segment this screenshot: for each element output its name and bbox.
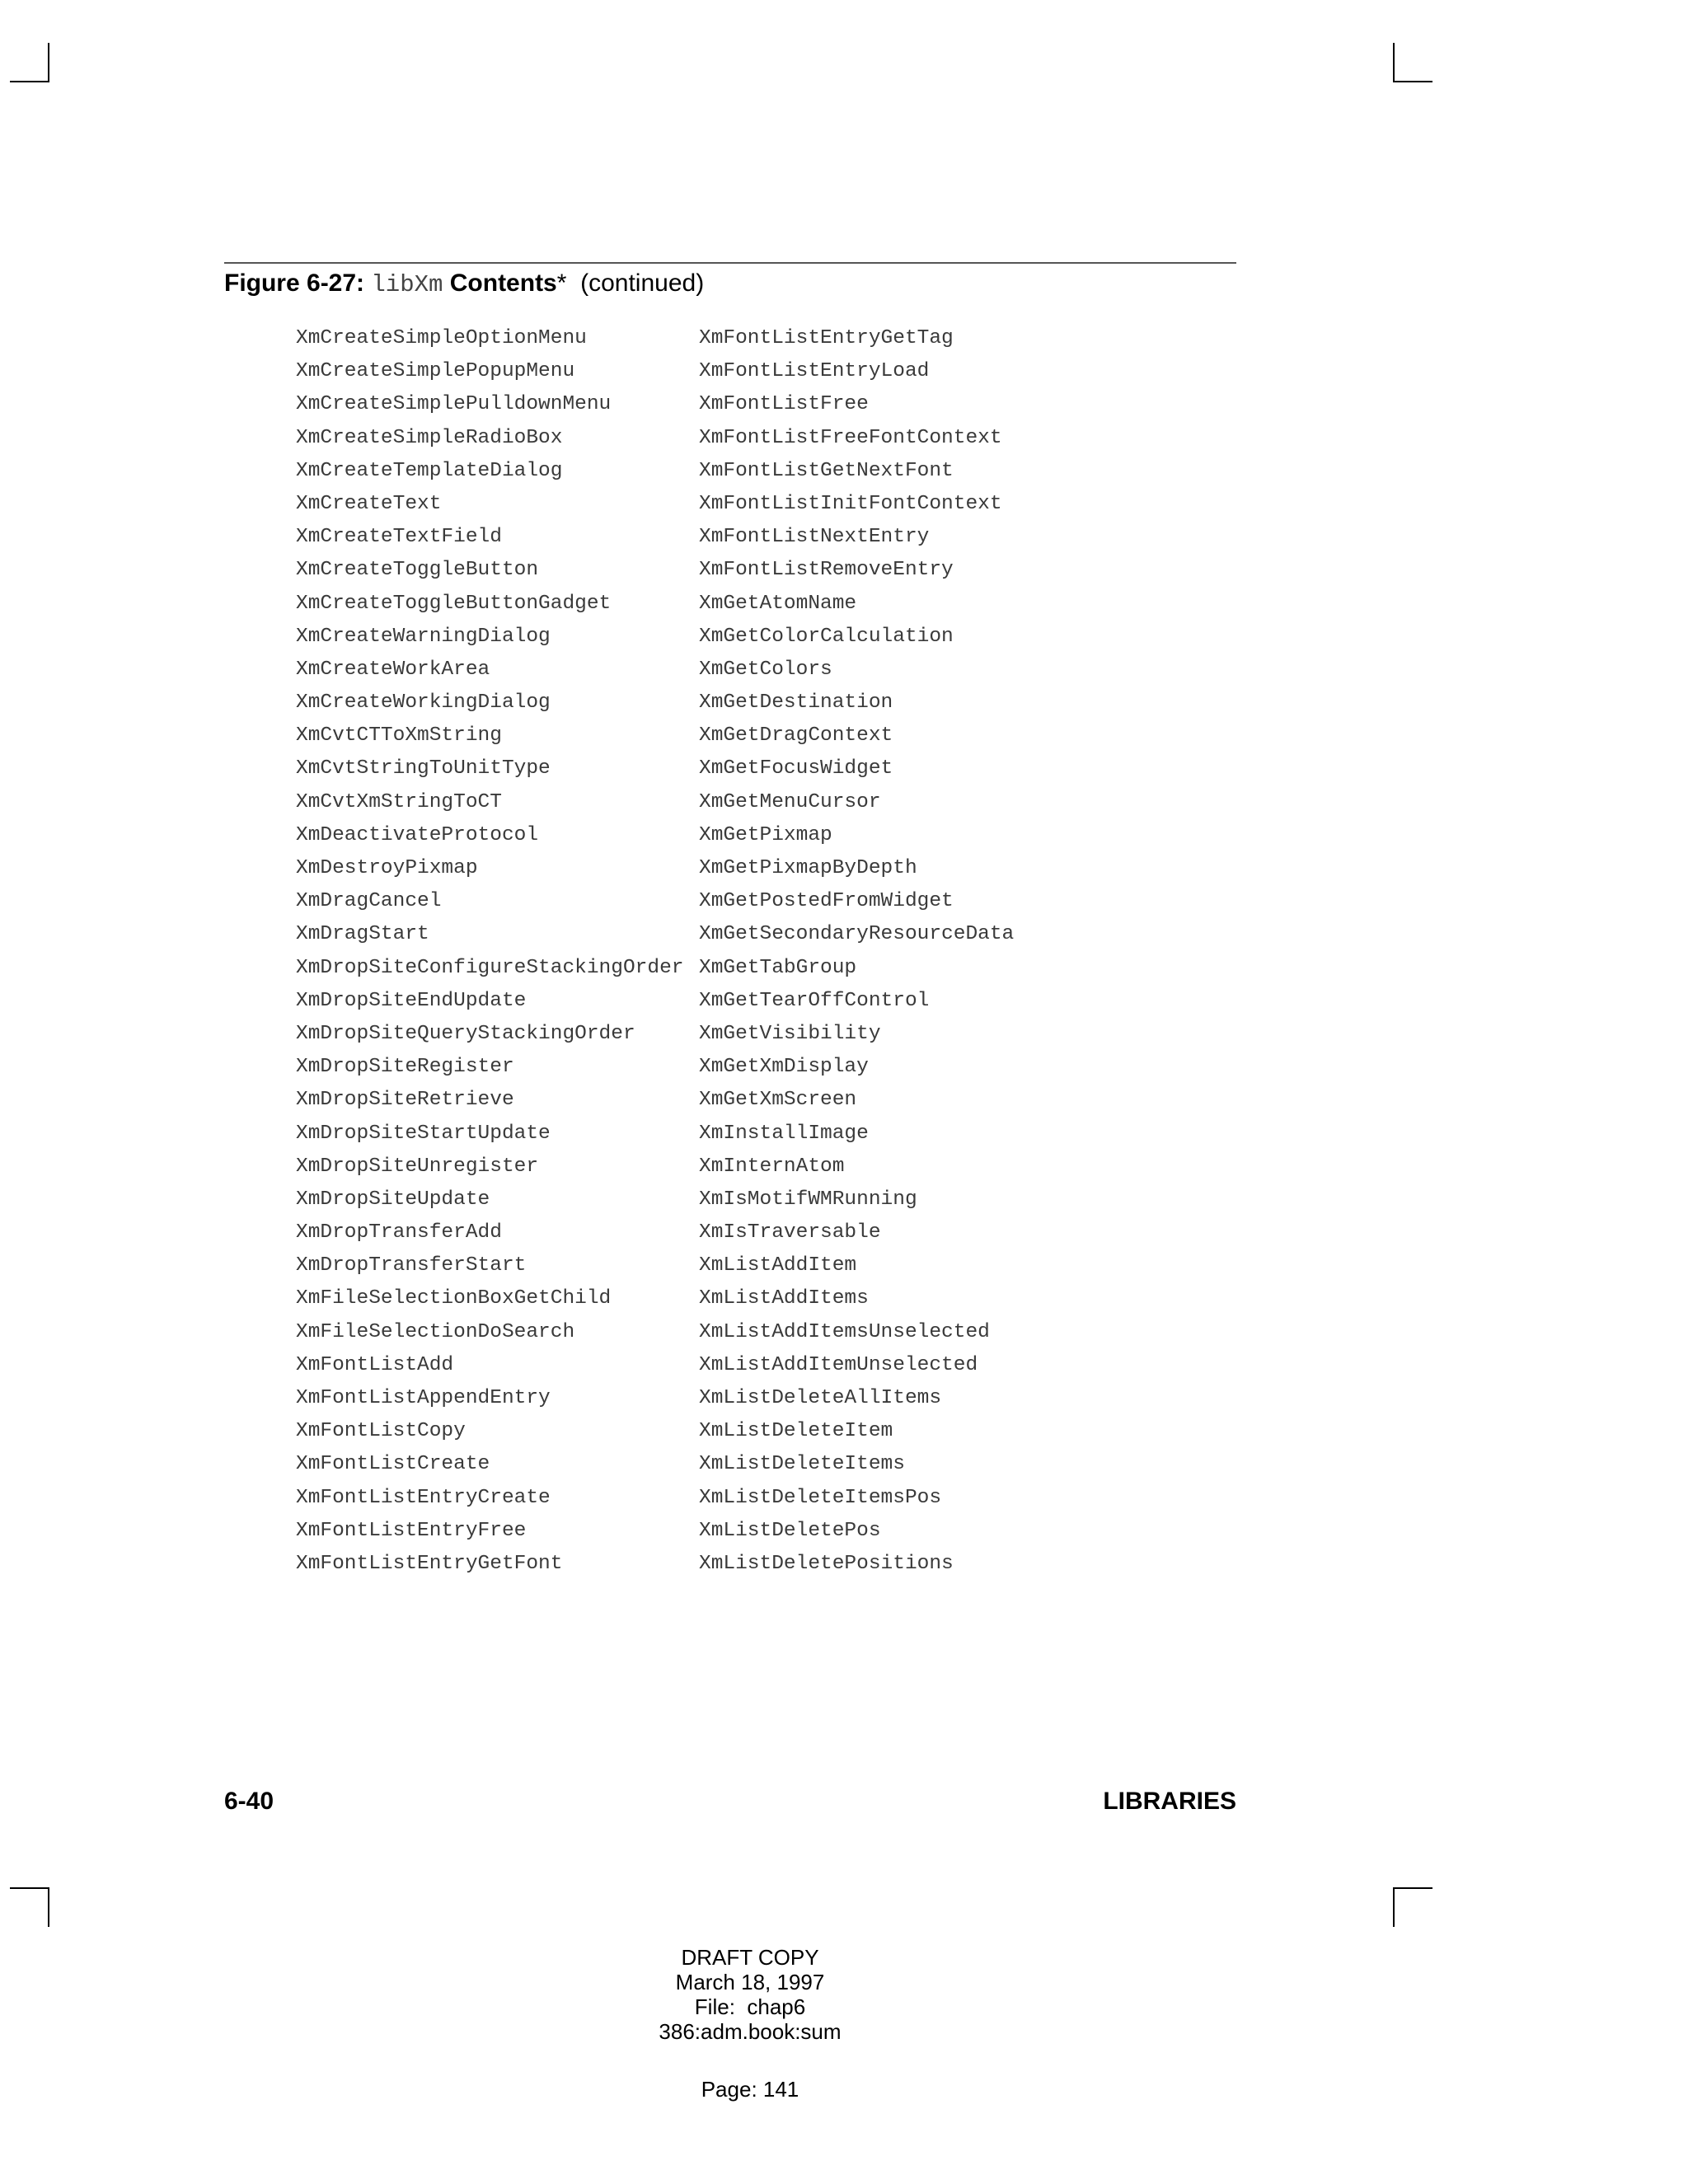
function-name: XmFontListEntryFree xyxy=(296,1519,527,1542)
function-name: XmIsMotifWMRunning xyxy=(699,1188,917,1211)
function-name: XmFontListAppendEntry xyxy=(296,1387,551,1409)
function-name: XmFontListEntryGetTag xyxy=(699,327,954,349)
function-name: XmGetVisibility xyxy=(699,1022,881,1045)
function-name: XmListDeleteAllItems xyxy=(699,1387,942,1409)
function-name: XmListDeleteItemsPos xyxy=(699,1486,942,1509)
crop-mark-bottom-left-horizontal xyxy=(10,1887,49,1889)
section-title: LIBRARIES xyxy=(1103,1788,1236,1815)
function-name: XmGetColors xyxy=(699,658,832,681)
function-name: XmCreateSimplePulldownMenu xyxy=(296,393,612,416)
function-name: XmCreateTemplateDialog xyxy=(296,459,563,482)
function-name: XmGetPixmap xyxy=(699,823,832,846)
draft-page: Page: 141 xyxy=(701,2077,799,2102)
function-name: XmFontListInitFontContext xyxy=(699,492,1002,515)
function-name: XmListDeletePositions xyxy=(699,1552,954,1575)
function-name: XmListAddItemsUnselected xyxy=(699,1320,990,1343)
function-name: XmGetPostedFromWidget xyxy=(699,890,954,913)
function-name: XmCreateSimpleOptionMenu xyxy=(296,327,587,349)
function-name: XmFontListNextEntry xyxy=(699,526,930,549)
function-name: XmGetAtomName xyxy=(699,592,857,615)
function-name: XmCvtCTToXmString xyxy=(296,724,502,748)
function-name: XmFontListAdd xyxy=(296,1353,454,1376)
function-name: XmDragCancel xyxy=(296,890,442,913)
function-name: XmFontListFreeFontContext xyxy=(699,426,1002,449)
function-name: XmFontListEntryLoad xyxy=(699,360,930,383)
function-name: XmFileSelectionBoxGetChild xyxy=(296,1287,612,1310)
crop-mark-bottom-left-vertical xyxy=(48,1887,49,1927)
function-name: XmDragStart xyxy=(296,923,429,946)
function-name: XmListAddItemUnselected xyxy=(699,1353,978,1376)
function-name: XmListDeleteItem xyxy=(699,1420,893,1443)
draft-file: File: chap6 xyxy=(694,1994,806,2019)
function-name: XmDropSiteEndUpdate xyxy=(296,989,527,1012)
function-name: XmListAddItem xyxy=(699,1254,857,1277)
function-name: XmFontListCreate xyxy=(296,1453,490,1476)
function-name: XmIsTraversable xyxy=(699,1221,881,1244)
function-name: XmDropTransferStart xyxy=(296,1254,527,1277)
function-name: XmGetXmDisplay xyxy=(699,1056,869,1079)
function-name: XmGetPixmapByDepth xyxy=(699,857,917,879)
draft-copy-label: DRAFT COPY xyxy=(681,1945,819,1970)
crop-mark-top-right-horizontal xyxy=(1393,81,1432,82)
function-name: XmDropSiteUnregister xyxy=(296,1155,539,1178)
function-name: XmDropSiteRetrieve xyxy=(296,1089,514,1112)
function-name: XmGetFocusWidget xyxy=(699,757,893,780)
function-list-right xyxy=(699,322,1014,1581)
function-name: XmDropSiteStartUpdate xyxy=(296,1122,551,1145)
figure-label: Figure 6-27: xyxy=(224,269,365,297)
function-name: XmGetXmScreen xyxy=(699,1089,857,1112)
figure-continued: (continued) xyxy=(580,269,705,297)
function-name: XmFontListEntryCreate xyxy=(296,1486,551,1509)
function-name: XmGetDestination xyxy=(699,691,893,715)
function-name: XmCreateToggleButtonGadget xyxy=(296,592,612,615)
function-name: XmFontListRemoveEntry xyxy=(699,559,954,582)
function-name: XmFontListGetNextFont xyxy=(699,459,954,482)
function-name: XmDestroyPixmap xyxy=(296,857,478,879)
function-name: XmFontListEntryGetFont xyxy=(296,1552,563,1575)
function-name: XmCreateTextField xyxy=(296,526,502,549)
crop-mark-bottom-right-horizontal xyxy=(1393,1887,1432,1889)
function-name: XmCreateToggleButton xyxy=(296,559,539,582)
figure-title xyxy=(224,267,704,303)
function-name: XmInstallImage xyxy=(699,1122,869,1145)
draft-date: March 18, 1997 xyxy=(675,1970,825,1994)
page-number: 6-40 xyxy=(224,1788,274,1815)
crop-mark-top-left-vertical xyxy=(48,43,49,82)
library-name: libXm xyxy=(371,271,443,298)
function-name: XmGetTabGroup xyxy=(699,956,857,979)
function-name: XmFontListFree xyxy=(699,393,869,416)
function-name: XmCreateWarningDialog xyxy=(296,625,551,648)
function-name: XmFileSelectionDoSearch xyxy=(296,1320,575,1343)
function-name: XmDropSiteConfigureStackingOrder xyxy=(296,956,684,979)
figure-rule xyxy=(224,262,1236,264)
function-name: XmCvtStringToUnitType xyxy=(296,757,551,780)
function-name: XmDeactivateProtocol xyxy=(296,823,539,846)
function-name: XmDropSiteRegister xyxy=(296,1056,514,1079)
crop-mark-top-right-vertical xyxy=(1393,43,1395,82)
draft-book: 386:adm.book:sum xyxy=(659,2019,842,2044)
function-name: XmCreateSimplePopupMenu xyxy=(296,360,575,383)
function-name: XmGetColorCalculation xyxy=(699,625,954,648)
function-name: XmGetTearOffControl xyxy=(699,989,930,1012)
function-name: XmGetMenuCursor xyxy=(699,790,881,813)
function-name: XmDropSiteQueryStackingOrder xyxy=(296,1022,635,1045)
function-name: XmGetSecondaryResourceData xyxy=(699,923,1015,946)
function-list-left xyxy=(296,322,683,1581)
function-name: XmInternAtom xyxy=(699,1155,845,1178)
figure-asterisk: * xyxy=(556,269,567,297)
function-name: XmListAddItems xyxy=(699,1287,869,1310)
crop-mark-bottom-right-vertical xyxy=(1393,1887,1395,1927)
function-name: XmCvtXmStringToCT xyxy=(296,790,502,813)
function-name: XmCreateWorkArea xyxy=(296,658,490,681)
function-name: XmListDeletePos xyxy=(699,1519,881,1542)
function-name: XmDropTransferAdd xyxy=(296,1221,502,1244)
function-name: XmCreateSimpleRadioBox xyxy=(296,426,563,449)
figure-title-word: Contents xyxy=(449,269,557,297)
function-name: XmCreateWorkingDialog xyxy=(296,691,551,715)
function-name: XmListDeleteItems xyxy=(699,1453,905,1476)
function-name: XmCreateText xyxy=(296,492,442,515)
function-name: XmDropSiteUpdate xyxy=(296,1188,490,1211)
function-name: XmFontListCopy xyxy=(296,1420,466,1443)
crop-mark-top-left-horizontal xyxy=(10,81,49,82)
function-name: XmGetDragContext xyxy=(699,724,893,748)
